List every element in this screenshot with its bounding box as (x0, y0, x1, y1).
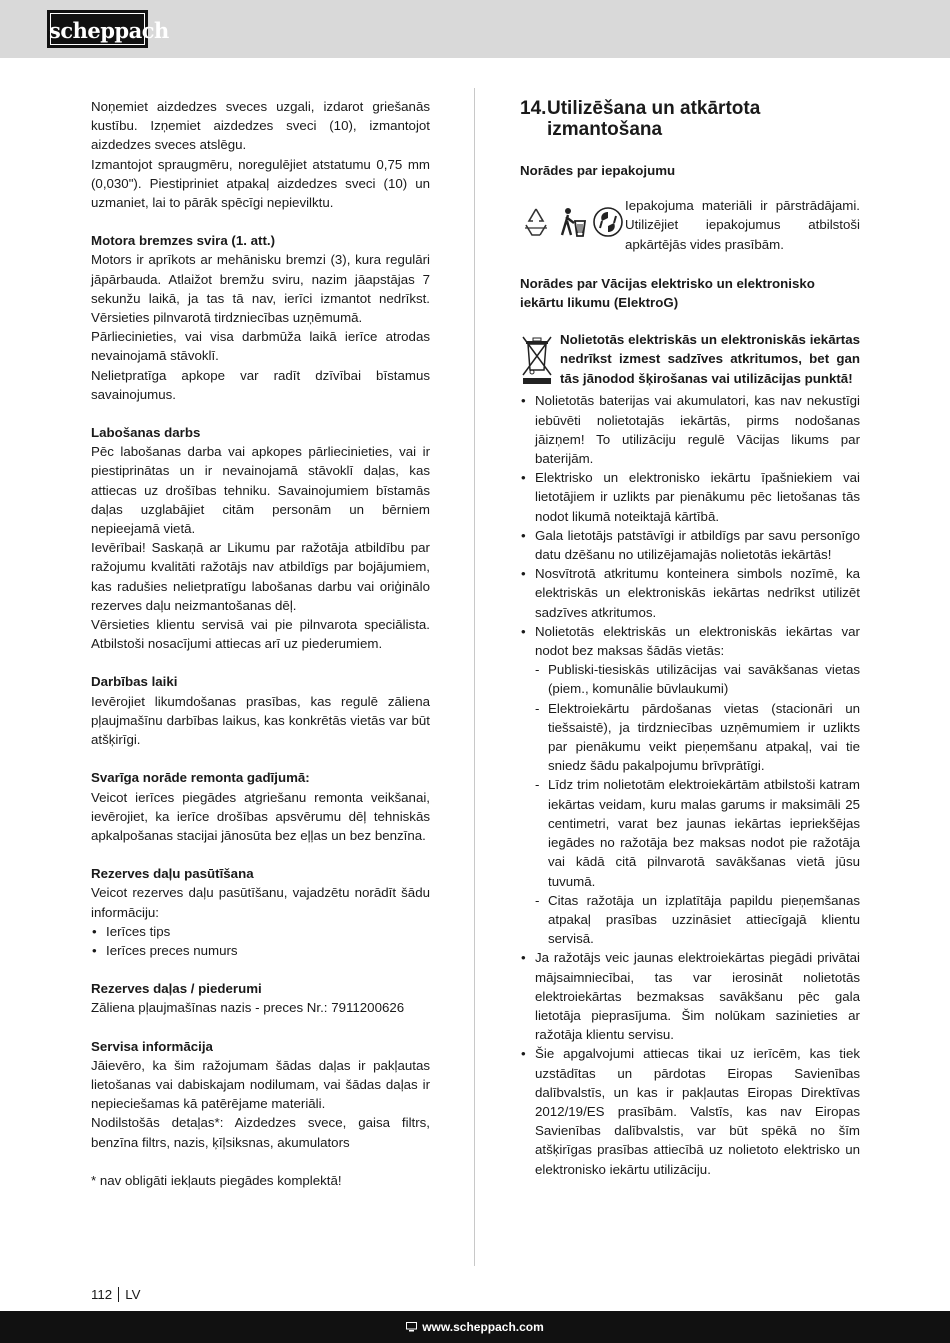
list-item: • Ierīces tips (91, 922, 430, 941)
left-column (91, 97, 430, 1190)
brake-paragraph: Nelietpratīga apkope var radīt dzīvībai bīstamus savainojumus. (91, 367, 430, 402)
spare-order-title: Rezerves daļu pasūtīšana (91, 866, 254, 882)
footer-separator (118, 1287, 119, 1302)
collection-points-list (520, 660, 860, 948)
column-divider (474, 88, 475, 1266)
list-item: - Elektroiekārtu pārdošanas vietas (stacionāri un tiešsaistē), ja tirdzniecības uzņēmumiem ir uzlikts par pienākumu veikt pieņemšanu atpakaļ, vai tie sniedz šādu pakalpojumu brīvprātīgi. (533, 699, 860, 776)
repair-paragraph: Vērsieties klientu servisā vai pie pilnvarota speciālista. Atbilstoši nosacījumi attiecas arī uz piederumiem. (91, 617, 430, 652)
website-link[interactable]: www.scheppach.com (422, 1320, 544, 1334)
list-item: - Citas ražotāja un izplatītāja papildu pieņemšanas atpakaļ prasības uzzināsiet attiecīgajā klientu servisā. (533, 891, 860, 949)
language-code: LV (125, 1287, 141, 1302)
intro-paragraph: Izmantojot spraugmēru, noregulējiet atstatumu 0,75 mm (0,030"). Piestipriniet atpakaļ aizdedzes sveci (10) un uzmaniet, lai to pārāk spēcīgi nepievilktu. (91, 156, 430, 211)
list-item: • Nolietotās elektriskās un elektroniskās iekārtas var nodot bez maksas šādās vietās: (520, 622, 860, 660)
repair-title: Labošanas darbs (91, 425, 201, 441)
scheppach-logo: scheppach (47, 10, 148, 48)
service-title: Servisa informācija (91, 1038, 213, 1054)
elektrog-list (520, 391, 860, 660)
website-bar (0, 1311, 950, 1343)
packaging-text: Iepakojuma materiāli ir pārstrādājami. Utilizējiet iepakojumus atbilstoši apkārtējās vides prasībām. (625, 198, 860, 252)
weee-warning: Nolietotās elektriskās un elektroniskās iekārtas nedrīkst izmest sadzīves atkritumos, bet gan tās jānodod šķirošanas vai utilizācijas punktā! (560, 332, 860, 386)
service-footnote: * nav obligāti iekļauts piegādes komplektā! (91, 1172, 342, 1188)
packaging-row (520, 196, 860, 254)
list-item: • Nolietotās baterijas vai akumulatori, kas nav nekustīgi iebūvēti nolietotajās iekārtās, pirms nodošanas jāizņem! To utilizāciju regulē Vācijas likums par baterijām. (520, 391, 860, 468)
packaging-title: Norādes par iepakojumu (520, 163, 676, 178)
list-item: • Ja ražotājs veic jaunas elektroiekārtas piegādi privātai mājsaimniecībai, tas var ierosināt nolietotās elektroiekārtas bezmaksas savākšanu pēc gala lietotāja pieprasījuma. Šim nolūkam sazinieties ar ražotāja klientu servisu. (520, 948, 860, 1044)
section-heading (520, 98, 860, 140)
right-column (520, 97, 860, 1179)
list-item: • Nosvītrotā atkritumu konteinera simbols nozīmē, ka elektriskās un elektroniskās iekārtas nedrīkst utilizēt sadzīves atkritumos. (520, 564, 860, 622)
list-item: - Līdz trim nolietotām elektroiekārtām atbilstoši katram iekārtas veidam, kuru malas garums ir maksimāli 25 centimetri, varat bez jaunas iekārtas iepriekšējas iegādes no ražotāja bez maksas nodot pie ražotāja vai kādā citā pilnvarotā savākšanas vietā jūsu tuvumā. (533, 775, 860, 890)
intro-paragraph: Noņemiet aizdedzes sveces uzgali, izdarot griešanās kustību. Izņemiet aizdedzes sveci (10), izmantojot aizdedzes sveces atslēgu. (91, 99, 430, 153)
packaging-icons (520, 196, 625, 238)
list-item: • Gala lietotājs patstāvīgi ir atbildīgs par savu personīgo datu dzēšanu no utilizējamajās nolietotās iekārtās! (520, 526, 860, 564)
repair-note-text: Veicot ierīces piegādes atgriešanu remonta veikšanai, ievērojiet, ka ierīce drošības apsvērumu dēļ tehniskās apkalpošanas stacijai jānosūta bez eļļas un bez benzīna. (91, 789, 430, 843)
repair-paragraph: Pēc labošanas darba vai apkopes pārliecinieties, vai ir piestiprinātas un ir nevainojamā stāvoklī daļas, kas attiecas uz drošības tehniku. Savainojumiem bīstamās daļas uzglabājiet citām personām un bērniem nepieejamā vietā. (91, 444, 430, 537)
spare-parts-text: Zāliena pļaujmašīnas nazis - preces Nr.: 7911200626 (91, 1000, 405, 1016)
page-number: 112 (91, 1287, 113, 1302)
list-item: • Šie apgalvojumi attiecas tikai uz ierīcēm, kas tiek uzstādītas un pārdotas Eiropas Savienības dalībvalstīs, un kas ir pakļautas Eiropas Direktīvas 2012/19/ES prasībām. Valstīs, kas nav Eiropas Savienības dalībvalstis, var būt spēkā no šīm atšķirīgas prasības attiecībā uz nolietoto elektrisko un elektronisko iekārtu utilizāciju. (520, 1044, 860, 1178)
list-item: • Ierīces preces numurs (91, 941, 430, 960)
header-bar (0, 0, 950, 58)
page-footer (91, 1287, 140, 1302)
weee-warning-row (520, 330, 860, 391)
brake-paragraph: Motors ir aprīkots ar mehānisku bremzi (3), kura regulāri jāpārbauda. Atlaižot bremžu sviru, nazim jāapstājas 7 sekunžu laikā, ja tas tā nav, ierīci izmantot nedrīkst. Vērsieties pilnvarotā tirdzniecības uzņēmumā. (91, 252, 430, 326)
list-item: • Elektrisko un elektronisko iekārtu īpašniekiem vai lietotājiem ir uzlikts par pienākumu pēc lietošanas tās nodot likumā noteiktajā kārtībā. (520, 468, 860, 526)
repair-paragraph: Ievērībai! Saskaņā ar Likumu par ražotāja atbildību par ražojumu kvalitāti ražotājs nav atbildīgs par bojājumiem, kas radušies nelietpratīgu labošanas darbu vai oriģinālo rezerves daļu neizmantošanas dēļ. (91, 540, 430, 613)
spare-parts-title: Rezerves daļas / piederumi (91, 981, 262, 997)
list-item: - Publiski-tiesiskās utilizācijas vai savākšanas vietas (piem., komunālie būvlaukumi) (533, 660, 860, 698)
recycle-icon (520, 206, 552, 238)
brake-title: Motora bremzes svira (1. att.) (91, 233, 275, 249)
repair-note-title: Svarīga norāde remonta gadījumā: (91, 770, 310, 786)
spare-order-list (91, 922, 430, 960)
operating-times-title: Darbības laiki (91, 674, 178, 690)
elektrog-list-continued (520, 948, 860, 1178)
monitor-icon (406, 1322, 417, 1332)
brake-paragraph: Pārliecinieties, vai visa darbmūža laikā ierīce atrodas nevainojamā stāvoklī. (91, 329, 430, 364)
crossed-bin-icon (520, 330, 560, 391)
operating-times-text: Ievērojiet likumdošanas prasības, kas regulē zāliena pļaujmašīnu darbības laikus, kas konkrētās vietās var būt atšķirīgi. (91, 693, 430, 748)
spare-order-text: Veicot rezerves daļu pasūtīšanu, vajadzētu norādīt šādu informāciju: (91, 885, 430, 920)
section-number: 14. (520, 98, 547, 119)
service-paragraph: Nodilstošās detaļas*: Aizdedzes svece, gaisa filtrs, benzīna filtrs, nazis, ķīļsiksnas, akumulators (91, 1115, 430, 1150)
tidyman-icon (556, 206, 588, 238)
elektrog-title: Norādes par Vācijas elektrisko un elektronisko iekārtu likumu (ElektroG) (520, 275, 815, 311)
service-paragraph: Jāievēro, ka šim ražojumam šādas daļas ir pakļautas lietošanas vai dabiskajam nodilumam, vai šādas daļas ir nepieciešamas kā patērējame materiāli. (91, 1057, 430, 1112)
section-title: Utilizēšana un atkārtota izmantošana (547, 98, 761, 140)
green-dot-icon (592, 206, 624, 238)
